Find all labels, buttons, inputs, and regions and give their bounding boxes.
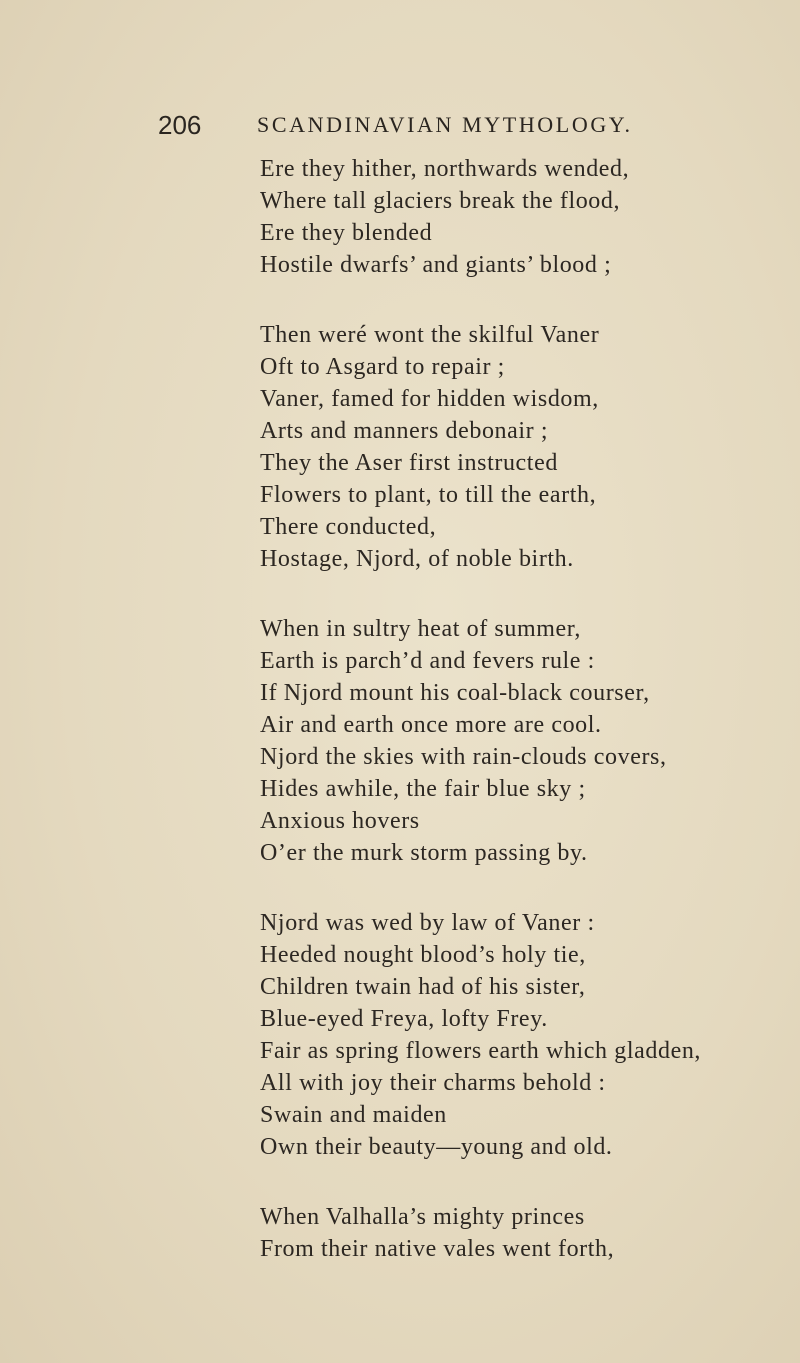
poem-line: Ere they hither, northwards wended,: [260, 156, 630, 182]
poem-line: Heeded nought blood’s holy tie,: [260, 942, 586, 968]
stanza-1: [260, 153, 780, 281]
poem-line: Flowers to plant, to till the earth,: [260, 482, 597, 508]
poem-line: All with joy their charms behold :: [260, 1070, 606, 1096]
stanza-5: [260, 1201, 780, 1265]
stanza-4: [260, 907, 780, 1163]
poem-line: Air and earth once more are cool.: [260, 712, 602, 738]
page-number: 206: [158, 110, 202, 140]
poem-line: When Valhalla’s mighty princes: [260, 1204, 585, 1230]
poem-line: Njord was wed by law of Vaner :: [260, 910, 595, 936]
running-head: [0, 110, 800, 140]
poem-line: Njord the skies with rain-clouds covers,: [260, 744, 667, 770]
poem-line: Ere they blended: [260, 220, 433, 246]
poem-line: Hostile dwarfs’ and giants’ blood ;: [260, 252, 612, 278]
running-title: SCANDINAVIAN MYTHOLOGY.: [257, 112, 633, 137]
poem-line: O’er the murk storm passing by.: [260, 840, 588, 866]
poem-line: Swain and maiden: [260, 1102, 447, 1128]
poem-line: From their native vales went forth,: [260, 1236, 615, 1262]
poem-line: Anxious hovers: [260, 808, 420, 834]
poem-line: Hides awhile, the fair blue sky ;: [260, 776, 586, 802]
poem-line: Hostage, Njord, of noble birth.: [260, 546, 574, 572]
poem-line: Earth is parch’d and fevers rule :: [260, 648, 595, 674]
poem-line: If Njord mount his coal-black courser,: [260, 680, 650, 706]
poem-line: Oft to Asgard to repair ;: [260, 354, 505, 380]
poem-line: There conducted,: [260, 514, 437, 540]
poem-line: Arts and manners debonair ;: [260, 418, 549, 444]
poem-line: Then weré wont the skilful Vaner: [260, 322, 600, 348]
poem-line: Fair as spring flowers earth which gladden,: [260, 1038, 702, 1064]
stanza-3: [260, 613, 780, 869]
poem-line: Children twain had of his sister,: [260, 974, 586, 1000]
poem-body: [260, 153, 780, 1303]
poem-line: They the Aser first instructed: [260, 450, 558, 476]
poem-line: Where tall glaciers break the flood,: [260, 188, 621, 214]
stanza-2: [260, 319, 780, 575]
poem-line: Vaner, famed for hidden wisdom,: [260, 386, 599, 412]
poem-line: When in sultry heat of summer,: [260, 616, 581, 642]
poem-line: Own their beauty—young and old.: [260, 1134, 613, 1160]
poem-line: Blue-eyed Freya, lofty Frey.: [260, 1006, 548, 1032]
